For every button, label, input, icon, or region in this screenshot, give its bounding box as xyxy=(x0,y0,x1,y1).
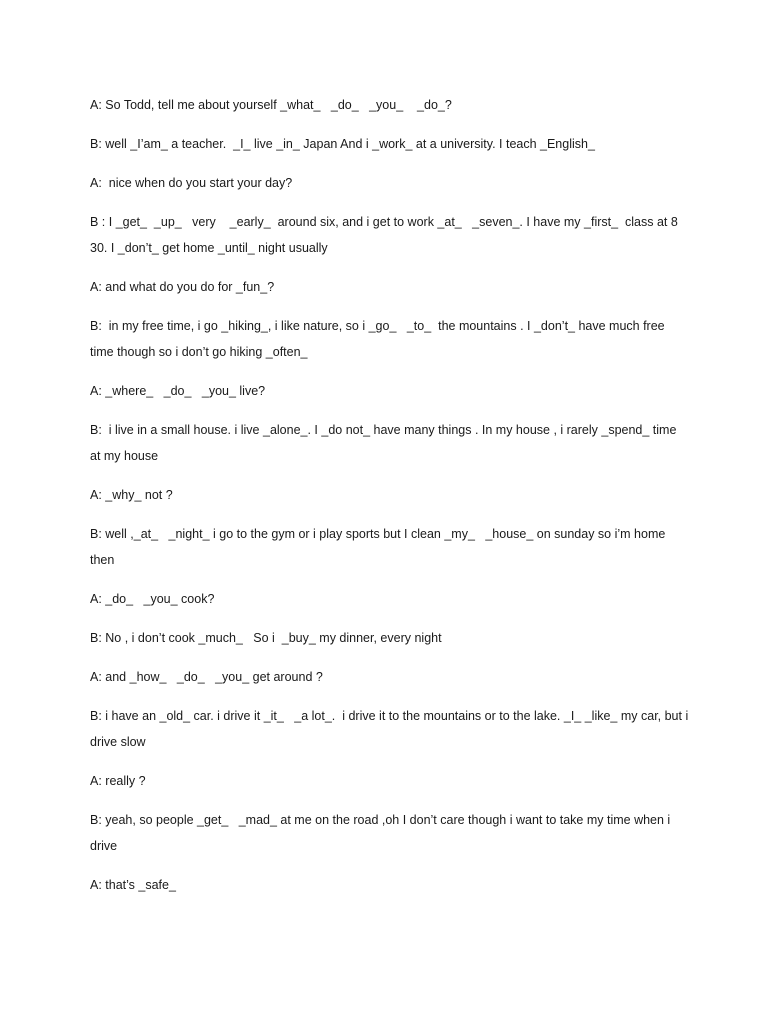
dialogue-line-b: B : I _get_ _up_ very _early_ around six, and i get to work _at_ _seven_. I have my _first_ class at 8 30. I _don’t_ get home _until_ night usually xyxy=(90,215,682,255)
dialogue-text xyxy=(90,92,690,911)
dialogue-line-a: A: and _how_ _do_ _you_ get around ? xyxy=(90,670,323,684)
dialogue-line-b: B: No , i don’t cook _much_ So i _buy_ my dinner, every night xyxy=(90,631,442,645)
dialogue-line-a: A: and what do you do for _fun_? xyxy=(90,280,275,294)
dialogue-line-b: B: well ,_at_ _night_ i go to the gym or i play sports but I clean _my_ _house_ on sunday so i’m home then xyxy=(90,527,669,567)
dialogue-line-a: A: that’s _safe_ xyxy=(90,878,176,892)
dialogue-line-a: A: really ? xyxy=(90,774,146,788)
dialogue-line-a: A: _why_ not ? xyxy=(90,488,173,502)
dialogue-line-a: A: So Todd, tell me about yourself _what_ _do_ _you_ _do_? xyxy=(90,98,452,112)
dialogue-line-b: B: i live in a small house. i live _alone_. I _do not_ have many things . In my house , i rarely _spend_ time at my house xyxy=(90,423,680,463)
dialogue-line-b: B: i have an _old_ car. i drive it _it_ _a lot_. i drive it to the mountains or to the lake. _I_ _like_ my car, but i drive slow xyxy=(90,709,692,749)
dialogue-line-b: B: in my free time, i go _hiking_, i like nature, so i _go_ _to_ the mountains . I _don’t_ have much free time though so i don’t go hiking _often_ xyxy=(90,319,669,359)
dialogue-line-b: B: well _I’am_ a teacher. _I_ live _in_ Japan And i _work_ at a university. I teach _English_ xyxy=(90,137,595,151)
dialogue-line-a: A: nice when do you start your day? xyxy=(90,176,293,190)
dialogue-line-a: A: _do_ _you_ cook? xyxy=(90,592,215,606)
dialogue-line-a: A: _where_ _do_ _you_ live? xyxy=(90,384,266,398)
dialogue-line-b: B: yeah, so people _get_ _mad_ at me on the road ,oh I don’t care though i want to take my time when i drive xyxy=(90,813,674,853)
